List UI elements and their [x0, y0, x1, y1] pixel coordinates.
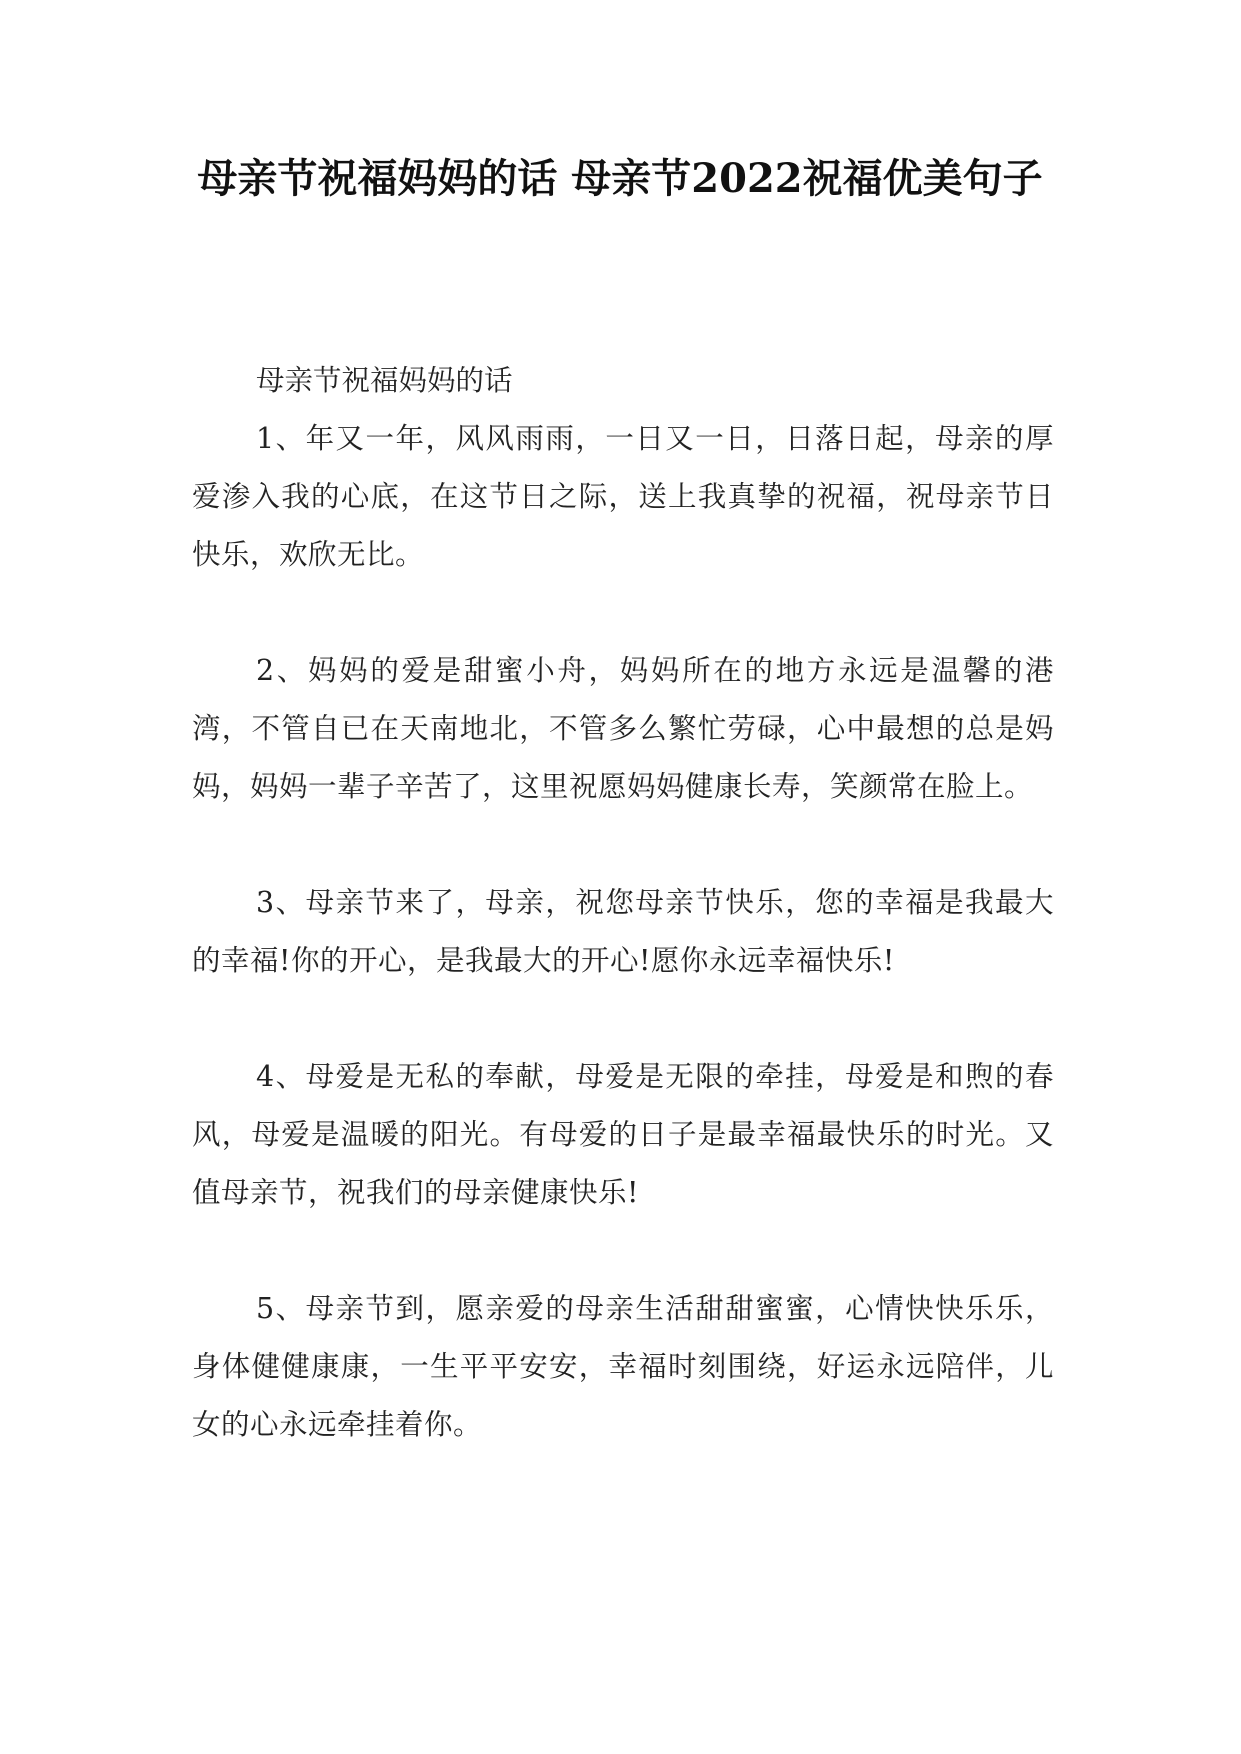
paragraph-4: 4、母爱是无私的奉献，母爱是无限的牵挂，母爱是和煦的春风，母爱是温暖的阳光。有母爱的日子是最幸福最快乐的时光。又值母亲节，祝我们的母亲健康快乐! [192, 1060, 1054, 1209]
paragraph-3: 3、母亲节来了，母亲，祝您母亲节快乐，您的幸福是我最大的幸福!你的开心，是我最大的开心!愿你永远幸福快乐! [192, 886, 1054, 977]
section-subheading: 母亲节祝福妈妈的话 [256, 364, 513, 397]
paragraph-2: 2、妈妈的爱是甜蜜小舟，妈妈所在的地方永远是温馨的港湾，不管自已在天南地北，不管多么繁忙劳碌，心中最想的总是妈妈，妈妈一辈子辛苦了，这里祝愿妈妈健康长寿，笑颜常在脸上。 [192, 654, 1054, 803]
document-title: 母亲节祝福妈妈的话 母亲节2022祝福优美句子 [197, 155, 1043, 202]
paragraph-5: 5、母亲节到，愿亲爱的母亲生活甜甜蜜蜜，心情快快乐乐，身体健健康康，一生平平安安，幸福时刻围绕，好运永远陪伴，儿女的心永远牵挂着你。 [192, 1292, 1054, 1441]
document-body [192, 352, 1054, 1512]
paragraph-1: 1、年又一年，风风雨雨，一日又一日，日落日起，母亲的厚爱渗入我的心底，在这节日之际，送上我真挚的祝福，祝母亲节日快乐，欢欣无比。 [192, 422, 1054, 571]
